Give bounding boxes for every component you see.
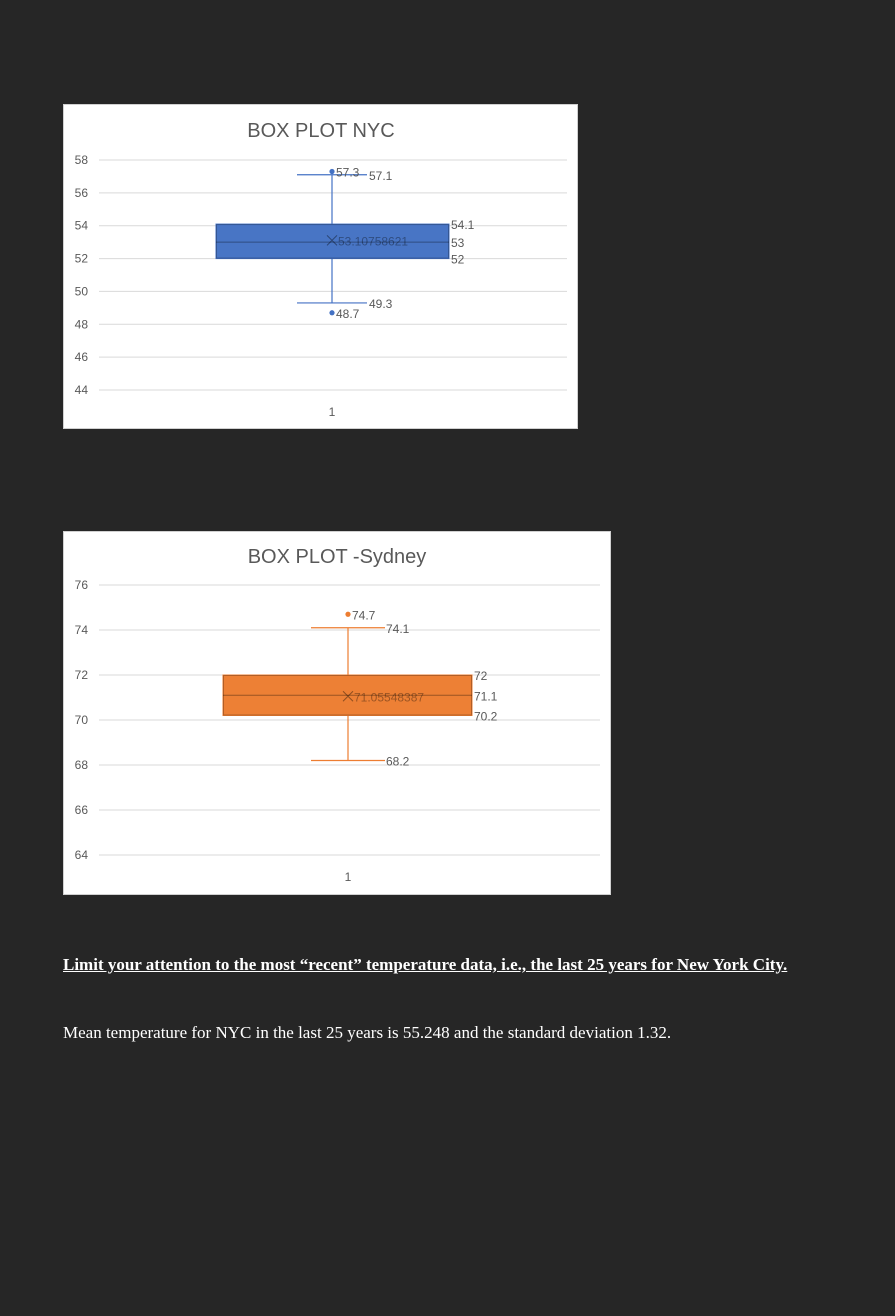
q1-label: 52 bbox=[451, 252, 465, 267]
y-tick-label: 72 bbox=[74, 668, 88, 682]
median-label: 53 bbox=[451, 236, 465, 251]
y-tick-label: 74 bbox=[74, 623, 88, 637]
sydney-box-plot-chart bbox=[63, 531, 611, 895]
max-whisker-label: 74.1 bbox=[386, 621, 410, 636]
q1-label: 70.2 bbox=[474, 709, 498, 724]
q3-label: 54.1 bbox=[451, 218, 475, 233]
summary-paragraph: Mean temperature for NYC in the last 25 years is 55.248 and the standard deviation 1.32. bbox=[63, 1023, 672, 1042]
outlier-label: 48.7 bbox=[336, 306, 360, 321]
chart-title: BOX PLOT -Sydney bbox=[247, 546, 427, 568]
section-heading: Limit your attention to the most “recent” temperature data, i.e., the last 25 years for New York City. bbox=[63, 955, 788, 974]
y-tick-label: 64 bbox=[74, 848, 88, 862]
min-whisker-label: 49.3 bbox=[369, 296, 393, 311]
x-category-label: 1 bbox=[328, 405, 336, 419]
y-tick-label: 58 bbox=[74, 153, 88, 167]
chart-title: BOX PLOT NYC bbox=[247, 120, 395, 142]
max-whisker-label: 57.1 bbox=[369, 168, 393, 183]
outlier-point bbox=[329, 169, 334, 174]
outlier-label: 57.3 bbox=[336, 165, 360, 180]
y-tick-label: 68 bbox=[74, 758, 88, 772]
y-tick-label: 70 bbox=[74, 713, 88, 727]
outlier-label: 74.7 bbox=[352, 608, 376, 623]
sydney-box-plot-svg bbox=[64, 532, 610, 894]
nyc-box-plot-chart bbox=[63, 104, 578, 429]
y-tick-label: 48 bbox=[74, 317, 88, 332]
y-tick-label: 46 bbox=[74, 350, 88, 365]
y-tick-label: 52 bbox=[74, 251, 88, 266]
nyc-box-plot-svg bbox=[64, 105, 577, 428]
y-tick-label: 54 bbox=[74, 218, 88, 233]
outlier-point bbox=[329, 310, 334, 315]
min-whisker-label: 68.2 bbox=[386, 754, 410, 769]
outlier-point bbox=[345, 612, 350, 617]
y-tick-label: 44 bbox=[74, 383, 88, 397]
mean-label: 71.05548387 bbox=[354, 690, 425, 705]
y-tick-label: 66 bbox=[74, 803, 88, 817]
median-label: 71.1 bbox=[474, 689, 498, 704]
y-tick-label: 76 bbox=[74, 578, 88, 592]
x-category-label: 1 bbox=[344, 870, 352, 884]
mean-label: 53.10758621 bbox=[338, 234, 409, 249]
y-tick-label: 50 bbox=[74, 284, 88, 299]
y-tick-label: 56 bbox=[74, 185, 88, 200]
q3-label: 72 bbox=[474, 669, 488, 683]
